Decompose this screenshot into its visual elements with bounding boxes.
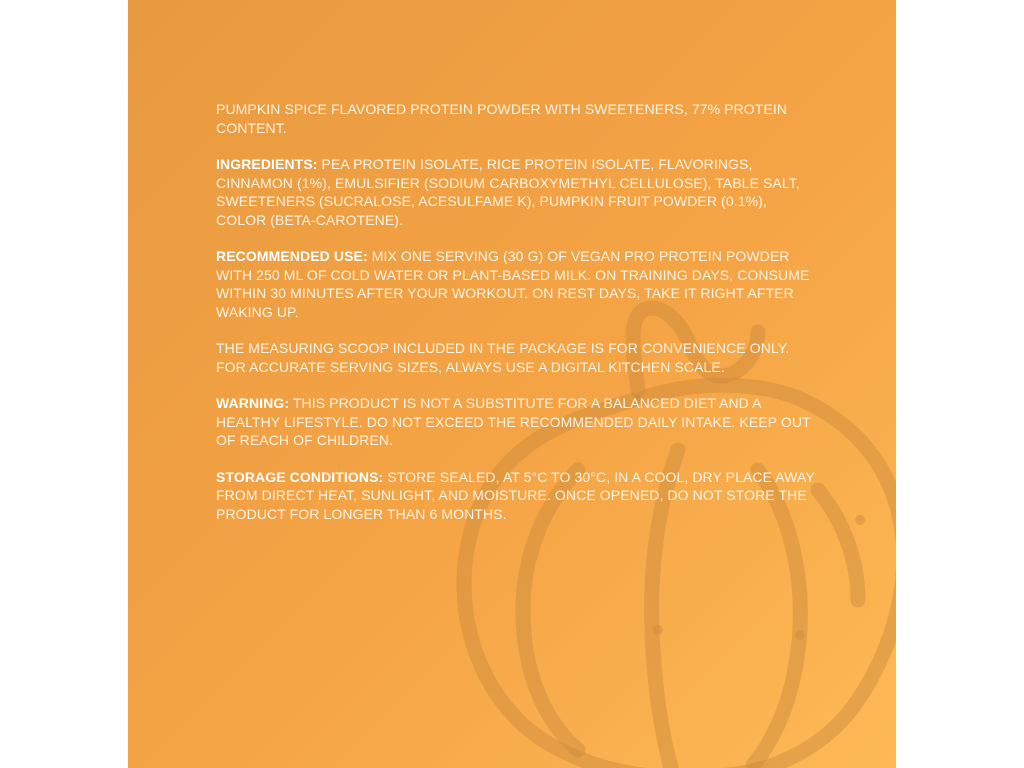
storage-section xyxy=(216,468,816,524)
warning-label: WARNING: xyxy=(216,395,290,411)
ingredients-section xyxy=(216,155,816,229)
storage-text: STORE SEALED, AT 5°C TO 30°C, IN A COOL, DRY PLACE AWAY FROM DIRECT HEAT, SUNLIGHT, AND MOISTURE. ONCE OPENED, DO NOT STORE THE PRODUCT FOR LONGER THAN 6 MONTHS. xyxy=(216,468,815,522)
recommended-use-text: MIX ONE SERVING (30 G) OF VEGAN PRO PROTEIN POWDER WITH 250 ML OF COLD WATER OR PLANT-BASED MILK. ON TRAINING DAYS, CONSUME WITHIN 30 MINUTES AFTER YOUR WORKOUT. ON REST DAYS, TAKE IT RIGHT AFTER WAKING UP. xyxy=(216,248,810,320)
ingredients-label: INGREDIENTS: xyxy=(216,156,318,172)
storage-label: STORAGE CONDITIONS: xyxy=(216,468,384,485)
recommended-use-label: RECOMMENDED USE: xyxy=(216,248,368,264)
warning-section xyxy=(216,394,816,450)
product-description: PUMPKIN SPICE FLAVORED PROTEIN POWDER WITH SWEETENERS, 77% PROTEIN CONTENT. xyxy=(216,101,788,136)
recommended-use-section xyxy=(216,247,816,321)
product-info xyxy=(216,100,816,541)
scoop-note-text: THE MEASURING SCOOP INCLUDED IN THE PACKAGE IS FOR CONVENIENCE ONLY. FOR ACCURATE SERVING SIZES, ALWAYS USE A DIGITAL KITCHEN SCALE. xyxy=(216,340,790,375)
warning-text: THIS PRODUCT IS NOT A SUBSTITUTE FOR A BALANCED DIET AND A HEALTHY LIFESTYLE. DO NOT EXCEED THE RECOMMENDED DAILY INTAKE. KEEP OUT OF REACH OF CHILDREN. xyxy=(216,395,811,448)
scoop-note xyxy=(216,339,816,376)
label-panel xyxy=(128,0,896,768)
ingredients-text: PEA PROTEIN ISOLATE, RICE PROTEIN ISOLATE, FLAVORINGS, CINNAMON (1%), EMULSIFIER (SODIUM CARBOXYMETHYL CELLULOSE), TABLE SALT, SWEETENERS (SUCRALOSE, ACESULFAME K), PUMPKIN FRUIT POWDER (0.1%), COLOR (BETA-CAROTENE). xyxy=(216,156,800,228)
